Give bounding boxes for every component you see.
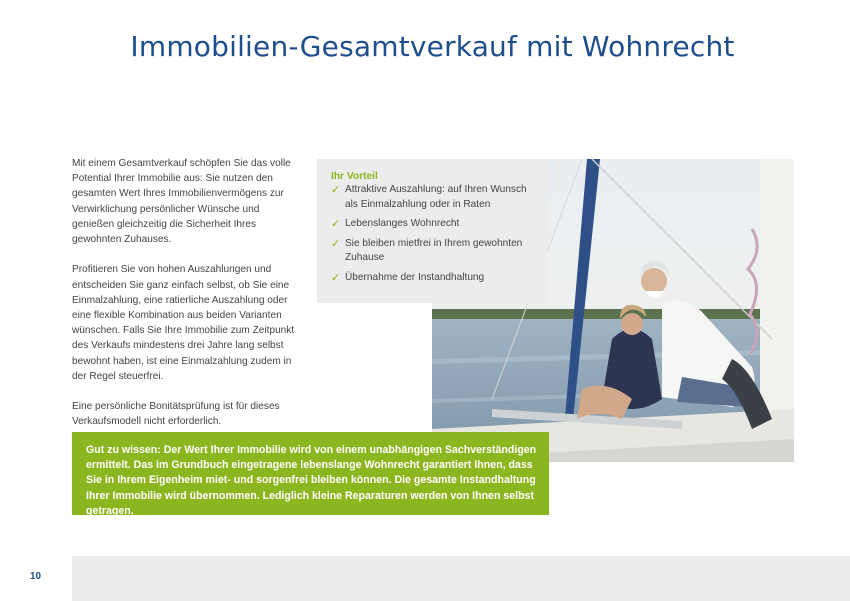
intro-paragraph-1: Mit einem Gesamtverkauf schöpfen Sie das volle Potential Ihrer Immobilie aus: Sie nutzen den gesamten Wert Ihres Immobilienvermögens zur Verwirklichung persönlicher Wünsche und genießen gleichzeitig die Sicherheit Ihres gewohnten Zuhauses. xyxy=(72,158,291,246)
advantage-item xyxy=(331,237,538,266)
advantage-item xyxy=(331,271,538,286)
check-icon: ✓ xyxy=(331,271,341,284)
advantage-label: Übernahme der Instandhaltung xyxy=(345,271,485,283)
good-to-know-text: Der Wert Ihrer Immobilie wird von einem unabhängigen Sachverständigen ermittelt. Das im Grundbuch eingetragene lebenslange Wohnrecht garantiert Ihnen, dass Sie in Ihrem Eigenheim miet- und sorgenfrei bleiben können. Die gesamte Instandhaltung Ihrer Immobilie wird übernommen. Lediglich kleine Reparaturen werden von Ihnen selbst getragen. xyxy=(86,444,537,517)
intro-paragraph-2: Profitieren Sie von hohen Auszahlungen und entscheiden Sie ganz einfach selbst, ob Sie eine Einmalzahlung, eine ratierliche Auszahlung oder eine flexible Kombination aus beiden Varianten wünschen. Falls Sie Ihre Immobilie zum Zeitpunkt des Verkaufs mindestens drei Jahre lang selbst bewohnt haben, ist eine Einmalzahlung zudem in der Regel steuerfrei. xyxy=(72,264,295,382)
intro-paragraph-3: Eine persönliche Bonitätsprüfung ist für dieses Verkaufsmodell nicht erforderlich. xyxy=(72,401,280,428)
advantage-item xyxy=(331,183,538,212)
intro-text xyxy=(72,156,304,445)
page-number: 10 xyxy=(30,571,42,582)
advantage-label: Lebenslanges Wohnrecht xyxy=(345,218,460,229)
good-to-know-box xyxy=(72,432,549,515)
check-icon: ✓ xyxy=(331,237,341,250)
advantage-label: Attraktive Auszahlung: auf Ihren Wunsch als Einmalzahlung oder in Raten xyxy=(345,184,527,210)
advantage-item xyxy=(331,217,538,232)
good-to-know-lead: Gut zu wissen: xyxy=(86,444,161,456)
advantage-label: Sie bleiben mietfrei in Ihrem gewohnten Zuhause xyxy=(345,237,523,263)
footer-band xyxy=(72,556,850,601)
check-icon: ✓ xyxy=(331,184,341,196)
page-title: Immobilien-Gesamtverkauf mit Wohnrecht xyxy=(130,30,735,63)
advantages-list xyxy=(331,183,538,285)
advantages-title: Ihr Vorteil xyxy=(331,171,378,182)
advantages-box xyxy=(317,159,548,303)
check-icon: ✓ xyxy=(331,218,341,230)
